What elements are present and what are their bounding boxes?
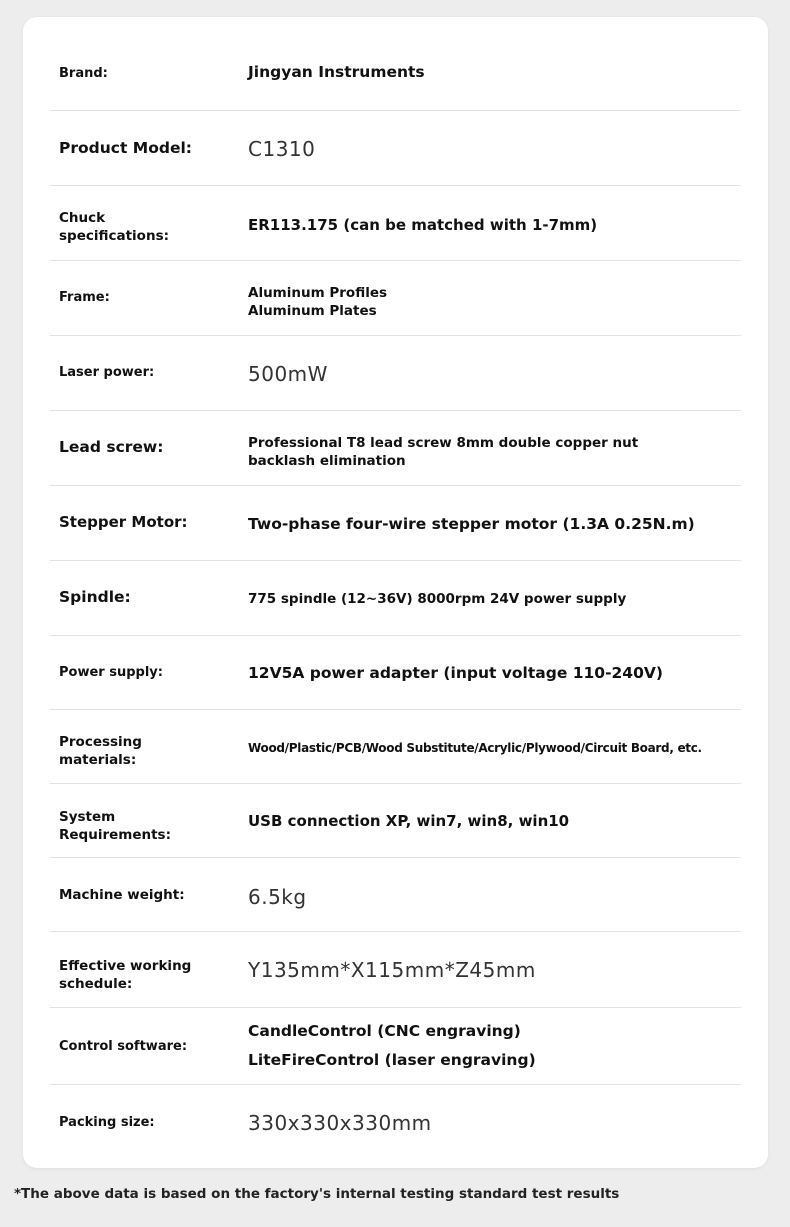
spec-row-control-software: [50, 1008, 741, 1085]
spec-label: System Requirements:: [59, 809, 171, 843]
spec-value-line: Jingyan Instruments: [248, 63, 425, 81]
spec-value: [248, 1111, 740, 1135]
spec-value-line: Aluminum Profiles: [248, 285, 388, 301]
spec-value-line: Professional T8 lead screw 8mm double copper nut: [248, 435, 639, 451]
spec-row-frame: [50, 261, 741, 336]
spec-label: Stepper Motor:: [59, 513, 188, 531]
spec-value: [248, 434, 740, 470]
spec-value-line: Two-phase four-wire stepper motor (1.3A 0.25N.m): [248, 515, 695, 533]
spec-label: Chuck specifications:: [59, 210, 170, 244]
footnote: *The above data is based on the factory's internal testing standard test results: [14, 1186, 620, 1202]
spec-value-line: Aluminum Plates: [248, 303, 377, 319]
spec-value: [248, 515, 740, 533]
spec-label: Product Model:: [59, 139, 192, 157]
spec-value-line: backlash elimination: [248, 453, 406, 469]
spec-row-spindle: [50, 561, 741, 636]
spec-row-working-schedule: [50, 932, 741, 1008]
spec-value: [248, 812, 740, 830]
spec-label: Control software:: [59, 1039, 188, 1054]
spec-label: Machine weight:: [59, 887, 185, 903]
spec-value: [248, 885, 740, 909]
spec-label: Frame:: [59, 290, 110, 305]
spec-value-line: Wood/Plastic/PCB/Wood Substitute/Acrylic/Plywood/Circuit Board, etc.: [248, 741, 702, 755]
spec-label: Brand:: [59, 66, 108, 81]
spec-value-line: 12V5A power adapter (input voltage 110-240V): [248, 664, 663, 682]
spec-row-chuck: [50, 186, 741, 261]
spec-label: Packing size:: [59, 1115, 155, 1130]
spec-row-packing-size: [50, 1085, 741, 1161]
spec-value: [248, 362, 740, 386]
spec-value-line: USB connection XP, win7, win8, win10: [248, 812, 570, 830]
spec-label: Power supply:: [59, 665, 163, 680]
spec-row-processing-materials: [50, 710, 741, 784]
spec-value-line: 6.5kg: [248, 885, 307, 909]
spec-row-lead-screw: [50, 411, 741, 486]
spec-value-line: 330x330x330mm: [248, 1111, 432, 1135]
spec-value: [248, 958, 740, 982]
spec-value: [248, 216, 740, 234]
spec-value: [248, 284, 740, 320]
spec-row-system-requirements: [50, 784, 741, 858]
spec-row-brand: [50, 36, 741, 111]
spec-value: [248, 63, 740, 81]
spec-label: Spindle:: [59, 588, 131, 606]
spec-value-line: LiteFireControl (laser engraving): [248, 1051, 536, 1069]
spec-value: [248, 1017, 740, 1075]
spec-value: [248, 590, 740, 608]
spec-row-machine-weight: [50, 858, 741, 932]
spec-value: [248, 739, 740, 757]
spec-row-stepper-motor: [50, 486, 741, 561]
spec-row-power-supply: [50, 636, 741, 710]
spec-value-line: ER113.175 (can be matched with 1-7mm): [248, 216, 598, 234]
spec-label: Lead screw:: [59, 438, 164, 456]
spec-label: Laser power:: [59, 365, 155, 380]
spec-value-line: 500mW: [248, 362, 328, 386]
spec-value-line: CandleControl (CNC engraving): [248, 1022, 521, 1040]
spec-value-line: 775 spindle (12~36V) 8000rpm 24V power supply: [248, 591, 627, 607]
spec-label: Effective working schedule:: [59, 958, 192, 992]
spec-value: [248, 664, 740, 682]
spec-value-line: C1310: [248, 137, 316, 161]
spec-value: [248, 137, 740, 161]
spec-row-laser-power: [50, 336, 741, 411]
spec-row-product-model: [50, 111, 741, 186]
spec-card: [23, 17, 768, 1168]
spec-value-line: Y135mm*X115mm*Z45mm: [248, 958, 536, 982]
spec-label: Processing materials:: [59, 734, 142, 768]
